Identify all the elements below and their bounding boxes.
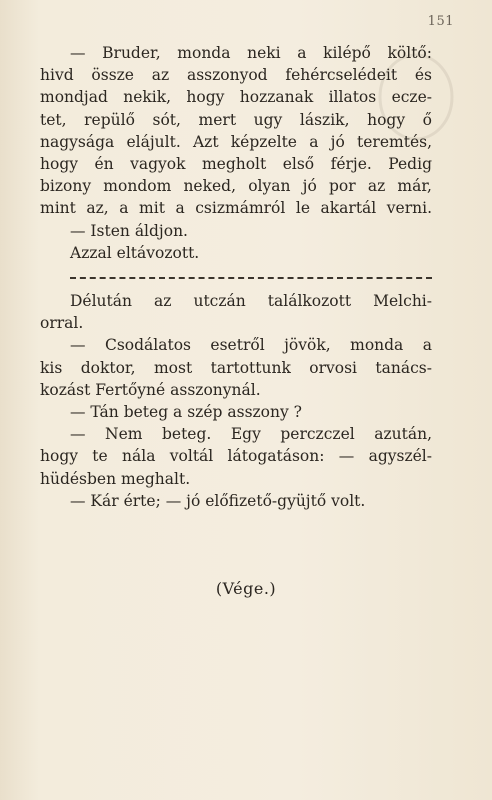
text-line: bizony mondom neked, olyan jó por az már, xyxy=(40,177,432,196)
text-line: nagysága elájult. Azt képzelte a jó teremtés, xyxy=(40,132,432,151)
text-line: tet, repülő sót, mert ugy lászik, hogy ő xyxy=(40,110,432,129)
text-line: orral. xyxy=(40,314,84,333)
text-line: Délután az utczán találkozott Melchi- xyxy=(70,292,432,311)
text-line: hogy te nála voltál látogatáson: — agyszél- xyxy=(40,447,432,466)
end-mark: (Vége.) xyxy=(215,579,277,598)
text-line: mint az, a mit a csizmámról le akartál verni. xyxy=(40,199,432,218)
section-divider xyxy=(70,266,432,288)
paragraph-group-1 xyxy=(40,42,432,264)
text-line: — Isten áldjon. xyxy=(70,221,188,240)
text-line: — Kár érte; — jó előfizető-gyüjtő volt. xyxy=(70,491,366,510)
page-number: 151 xyxy=(427,14,454,29)
text-line: hüdésben meghalt. xyxy=(40,469,191,488)
text-line: — Nem beteg. Egy perczczel azután, xyxy=(70,425,432,444)
text-line: — Bruder, monda neki a kilépő költő: xyxy=(70,44,432,62)
text-line: mondjad nekik, hogy hozzanak illatos ecze- xyxy=(40,88,432,107)
text-line: Azzal eltávozott. xyxy=(70,243,200,262)
text-line: — Csodálatos esetről jövök, monda a xyxy=(70,336,432,355)
text-line: kis doktor, most tartottunk orvosi tanács- xyxy=(40,358,432,377)
text-line: kozást Fertőyné asszonynál. xyxy=(40,380,261,399)
text-line: hivd össze az asszonyod fehércselédeit és xyxy=(40,66,432,85)
text-line: hogy én vagyok megholt első férje. Pedig xyxy=(40,155,432,174)
text-block xyxy=(40,42,432,512)
text-line: — Tán beteg a szép asszony ? xyxy=(70,403,302,422)
paragraph-group-2 xyxy=(40,290,432,512)
